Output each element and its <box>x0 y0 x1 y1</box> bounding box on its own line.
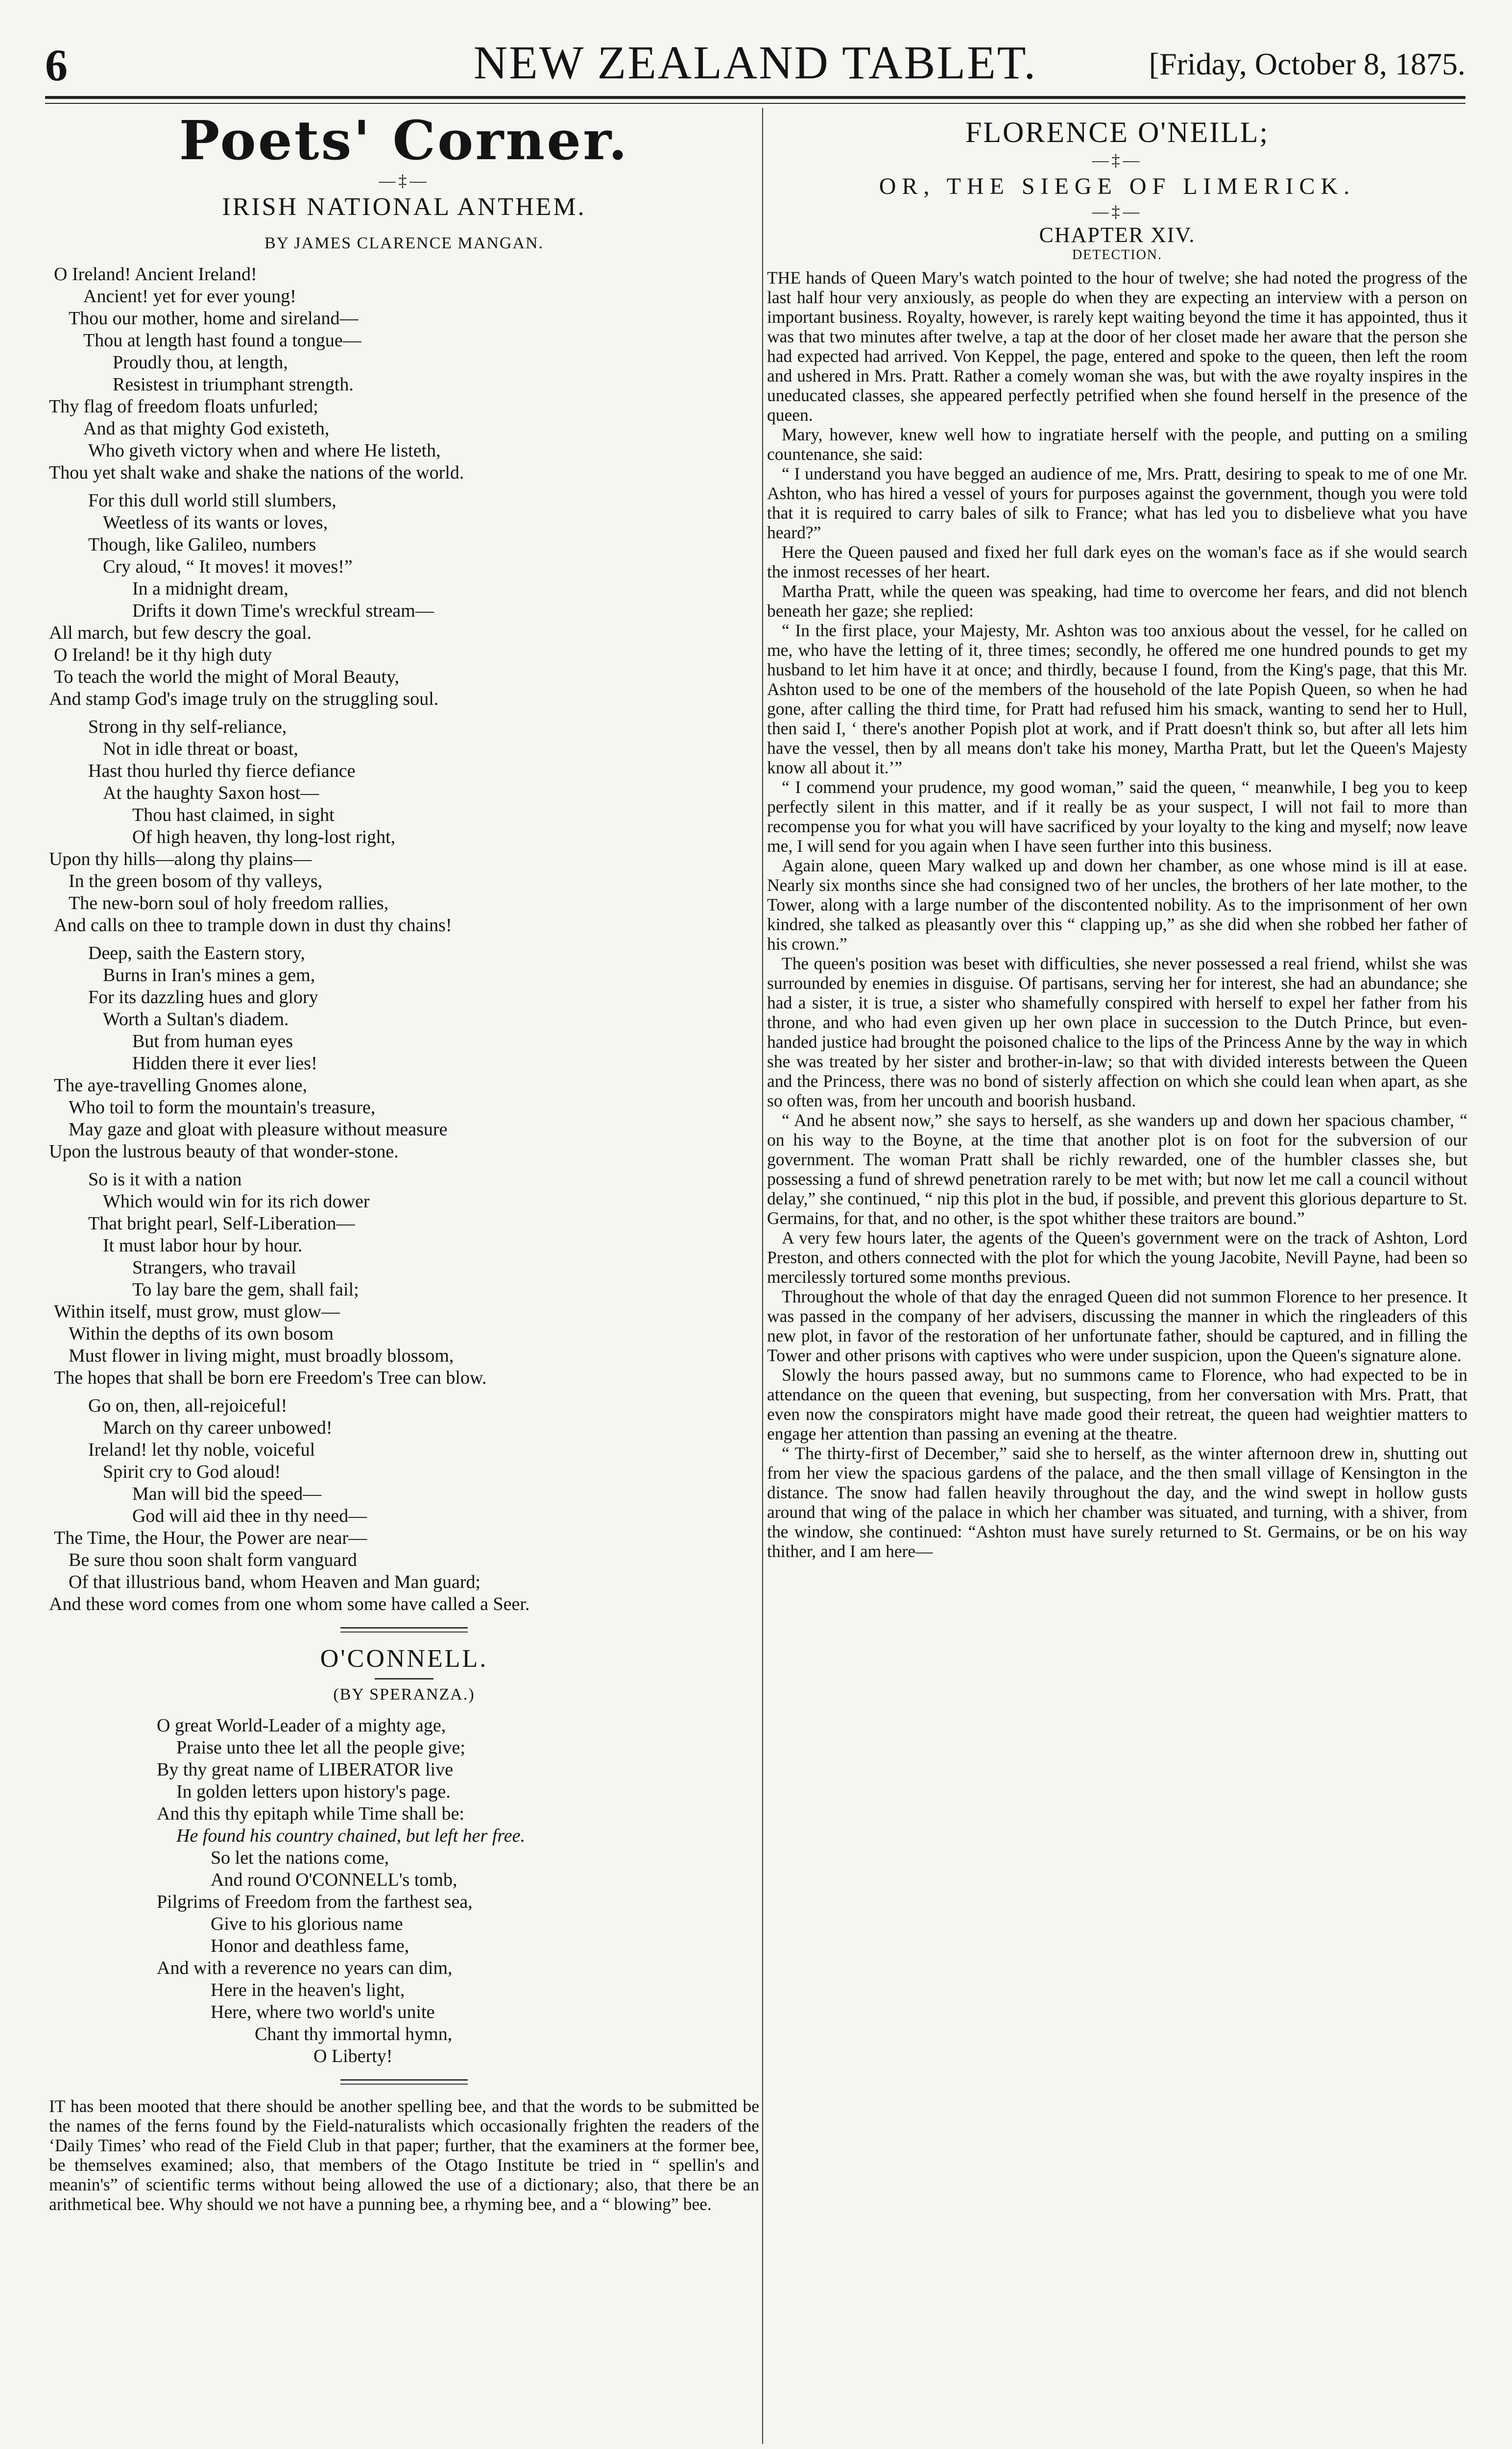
poem-line: O Ireland! be it thy high duty <box>54 645 272 665</box>
poem-line: And with a reverence no years can dim, <box>157 1958 453 1978</box>
poem-line: Of high heaven, thy long-lost right, <box>132 827 396 847</box>
poem-line: Thy flag of freedom floats unfurled; <box>49 396 318 417</box>
poem-stanza <box>49 264 759 484</box>
masthead <box>45 24 1465 98</box>
poem-line: The hopes that shall be born ere Freedom's Tree can blow. <box>54 1368 487 1388</box>
poem-stanza <box>49 1169 759 1389</box>
poem-line: Within the depths of its own bosom <box>69 1323 334 1344</box>
poem-line: And this thy epitaph while Time shall be: <box>157 1803 465 1824</box>
poem-line: For this dull world still slumbers, <box>88 490 336 511</box>
story-paragraph: A very few hours later, the agents of the Queen's government were on the track of Ashton, Lord Preston, and others connected with the plot for which the young Jacobite, Nevill Payne, had been so mercilessly tortured some months previous. <box>767 1228 1467 1287</box>
poem-line: But from human eyes <box>132 1031 293 1052</box>
poem-line: In a midnight dream, <box>132 578 288 599</box>
poem-line: Thou hast claimed, in sight <box>132 805 335 825</box>
poem-line: The Time, the Hour, the Power are near— <box>54 1528 367 1548</box>
poem-line: Thou yet shalt wake and shake the nations of the world. <box>49 462 464 483</box>
serial-subtitle: OR, THE SIEGE OF LIMERICK. <box>879 173 1356 199</box>
story-paragraph: Throughout the whole of that day the enraged Queen did not summon Florence to her presence. It was passed in the company of her advisers, discussing the manner in which the ringleaders of this new plot, in favor of the restoration of her unfortunate father, should be captured, and in filling the Tower and other prisons with captives who were under suspicion, upon the Queen's signature alone. <box>767 1287 1467 1365</box>
ornament-divider: —‡— <box>1092 203 1143 221</box>
poem-line: Here in the heaven's light, <box>211 1980 405 2000</box>
serial-title: FLORENCE O'NEILL; <box>965 116 1270 148</box>
poem-line: Pilgrims of Freedom from the farthest sea, <box>157 1892 473 1912</box>
poem-body-anthem <box>49 264 759 1615</box>
poem-line: Man will bid the speed— <box>132 1484 322 1504</box>
poem-line: Upon the lustrous beauty of that wonder-stone. <box>49 1141 399 1162</box>
poem-line: Strong in thy self-reliance, <box>88 717 287 737</box>
poem-line: Within itself, must grow, must glow— <box>54 1301 340 1322</box>
ornament-divider: —‡— <box>379 172 430 190</box>
title-rule <box>375 1678 433 1680</box>
poem-line: Deep, saith the Eastern story, <box>88 943 305 963</box>
masthead-rule-thin <box>45 103 1465 104</box>
poem-line: May gaze and gloat with pleasure without measure <box>69 1119 448 1140</box>
poem-line: At the haughty Saxon host— <box>103 783 319 803</box>
story-paragraph: The queen's position was beset with difficulties, she never possessed a real friend, whilst she was surrounded by enemies in disguise. Of partisans, serving her for interest, she had an abundance; she had a sister, it is true, a sister who shamefully conspired with herself to expel her father from his throne, and who had even given up her own place in succession to the Dutch Prince, but even-handed justice had brought the poisoned chalice to the lips of the Princess Anne by the way in which she was treated by her sister and brother-in-law; so that with divided interests between the Queen and the Princess, there was no bond of sisterly affection on which she could lean when apart, as she so often was, from her uncouth and boorish husband. <box>767 954 1467 1110</box>
poem-title-oconnell: O'CONNELL. <box>320 1645 488 1673</box>
poem-line: Here, where two world's unite <box>211 2002 435 2022</box>
poem-line: And round O'CONNELL's tomb, <box>211 1870 457 1890</box>
poem-line: By thy great name of LIBERATOR live <box>157 1759 454 1780</box>
story-paragraph: “ In the first place, your Majesty, Mr. Ashton was too anxious about the vessel, for he called on me, who have the letting of it, three times; secondly, he offered me one hundred pounds to get my husband to let him have it at once; and thirdly, because I found, from the King's page, that this Mr. Ashton used to be one of the members of the household of the late Popish Queen, so when he had gone, after calling the third time, for Pratt had refused him his smack, wanting to send her to Hull, then said I, ‘ there's another Popish plot at work, and if Pratt doesn't think so, but after all lets him have the vessel, then by all means don't take his money, Martha Pratt, but let the Queen's Majesty know all about it.’” <box>767 621 1467 777</box>
poem-line: Resistest in triumphant strength. <box>113 374 354 395</box>
ornament-divider: —‡— <box>1092 151 1143 169</box>
poem-line: To teach the world the might of Moral Beauty, <box>54 667 400 687</box>
poem-stanza <box>49 716 759 936</box>
poem-line: Chant thy immortal hymn, <box>255 2024 453 2044</box>
story-paragraph: Martha Pratt, while the queen was speaking, had time to overcome her fears, and did not blench beneath her gaze; she replied: <box>767 581 1467 621</box>
section-rule <box>340 1627 468 1633</box>
poem-stanza <box>49 942 759 1163</box>
poem-line: All march, but few descry the goal. <box>49 623 312 643</box>
poem-line: Upon thy hills—along thy plains— <box>49 849 312 869</box>
poem-line: O Ireland! Ancient Ireland! <box>54 264 257 285</box>
poem-line: And calls on thee to trample down in dust thy chains! <box>54 915 452 936</box>
poem-line: In the green bosom of thy valleys, <box>69 871 323 891</box>
paper-title: NEW ZEALAND TABLET. <box>473 36 1037 89</box>
poem-line: Honor and deathless fame, <box>211 1936 409 1956</box>
poem-byline-oconnell: (BY SPERANZA.) <box>333 1685 475 1704</box>
poem-line: Proudly thou, at length, <box>113 352 288 373</box>
story-paragraph: “ The thirty-first of December,” said she to herself, as the winter afternoon drew in, shutting out from her view the spacious gardens of the palace, and the then small village of Kensington in the distance. The snow had fallen heavily throughout the day, and the wind swept in hollow gusts around that wing of the palace in which her chamber was situated, and turning, with a shiver, from the window, she continued: “Ashton must have surely returned to St. Germains, or be on his way thither, and I am here— <box>767 1443 1467 1561</box>
poem-line: Cry aloud, “ It moves! it moves!” <box>103 556 353 577</box>
story-paragraph: “ I understand you have begged an audience of me, Mrs. Pratt, desiring to speak to me of one Mr. Ashton, who has hired a vessel of yours for purposes against the government, though you were told that it is required to carry bales of silk to France; what has led you to disbelieve what you have heard?” <box>767 464 1467 542</box>
masthead-rule-thick <box>45 96 1465 99</box>
serial-body <box>767 268 1467 1561</box>
poem-line: And stamp God's image truly on the struggling soul. <box>49 689 439 709</box>
poem-line: Thou our mother, home and sireland— <box>69 308 359 329</box>
right-column <box>767 109 1467 1561</box>
poem-line: The new-born soul of holy freedom rallies, <box>69 893 389 913</box>
poem-line: Ireland! let thy noble, voiceful <box>88 1440 315 1460</box>
story-paragraph: Slowly the hours passed away, but no summons came to Florence, who had expected to be in attendance on the queen that evening, but suspecting, from her conversation with Mrs. Pratt, that even now the conspirators might have made good their retreat, the queen had weightier matters to engage her attention than passing an evening at the theatre. <box>767 1365 1467 1443</box>
poem-line: And as that mighty God existeth, <box>83 418 330 439</box>
poem-stanza <box>49 490 759 710</box>
poem-line: Who giveth victory when and where He listeth, <box>88 440 441 461</box>
column-divider <box>762 108 763 2444</box>
poem-line: The aye-travelling Gnomes alone, <box>54 1075 308 1096</box>
poem-line: In golden letters upon history's page. <box>176 1781 451 1802</box>
poem-title-anthem: IRISH NATIONAL ANTHEM. <box>222 193 586 221</box>
poem-line: Not in idle threat or boast, <box>103 739 298 759</box>
poets-corner-heading: Poets' Corner. <box>179 109 629 172</box>
poem-line: Go on, then, all-rejoiceful! <box>88 1395 288 1416</box>
poem-line: Thou at length hast found a tongue— <box>83 330 361 351</box>
poem-line: And these word comes from one whom some have called a Seer. <box>49 1594 530 1614</box>
poem-line: So let the nations come, <box>211 1848 389 1868</box>
poem-line: So is it with a nation <box>88 1169 242 1190</box>
poem-line: Who toil to form the mountain's treasure, <box>69 1097 376 1118</box>
poem-line: Drifts it down Time's wreckful stream— <box>132 600 434 621</box>
poem-line: O great World-Leader of a mighty age, <box>157 1715 446 1736</box>
poem-line: God will aid thee in thy need— <box>132 1506 367 1526</box>
spelling-bee-paragraph: IT has been mooted that there should be another spelling bee, and that the words to be submitted be the names of the ferns found by the Field-naturalists which occasionally frighten the readers of the ‘Daily Times’ who read of the Field Club in that paper; further, that the examiners at the former bee, be themselves examined; also, that members of the Otago Institute be tried in “ spellin's and meanin's” of scientific terms without being allowed the use of a dictionary; also, that there be an arithmetical bee. Why should we not have a punning bee, a rhyming bee, and a “ blowing” bee. <box>49 2096 759 2214</box>
poem-line: Praise unto thee let all the people give; <box>176 1737 465 1758</box>
poem-line: Worth a Sultan's diadem. <box>103 1009 289 1030</box>
poem-stanza <box>49 1395 759 1615</box>
story-paragraph: Again alone, queen Mary walked up and down her chamber, as one whose mind is ill at ease. Nearly six months since she had consigned two of her uncles, the brothers of her late mother, to the Tower, along with a large number of the discontented nobility. As to the imprisonment of her own kindred, she talked as pleasantly over this “ clapping up,” as she did when she robbed her father of his crown.” <box>767 856 1467 954</box>
poem-line: To lay bare the gem, shall fail; <box>132 1279 359 1300</box>
poem-line: Spirit cry to God aloud! <box>103 1462 281 1482</box>
poem-line: Hidden there it ever lies! <box>132 1053 317 1074</box>
poem-line: Strangers, who travail <box>132 1257 296 1278</box>
poem-line: Of that illustrious band, whom Heaven and Man guard; <box>69 1572 481 1592</box>
section-rule <box>340 2079 468 2085</box>
poem-line: Must flower in living might, must broadly blossom, <box>69 1345 454 1366</box>
issue-date: [Friday, October 8, 1875. <box>1149 47 1465 81</box>
poem-line: For its dazzling hues and glory <box>88 987 318 1008</box>
story-paragraph: Mary, however, knew well how to ingratiate herself with the people, and putting on a smiling countenance, she said: <box>767 425 1467 464</box>
left-column <box>49 109 759 2214</box>
poem-line: It must labor hour by hour. <box>103 1235 303 1256</box>
poem-line: Give to his glorious name <box>211 1914 403 1934</box>
poem-line: O Liberty! <box>313 2046 393 2066</box>
poem-line: Hast thou hurled thy fierce defiance <box>88 761 356 781</box>
poem-line: Ancient! yet for ever young! <box>83 286 296 307</box>
chapter-title: DETECTION. <box>1072 247 1163 263</box>
poem-line: Be sure thou soon shalt form vanguard <box>69 1550 357 1570</box>
poem-line: March on thy career unbowed! <box>103 1417 333 1438</box>
poem-line: Which would win for its rich dower <box>103 1191 370 1212</box>
page-number: 6 <box>45 40 68 90</box>
poem-epitaph-line: He found his country chained, but left her free. <box>176 1825 525 1846</box>
story-paragraph: “ I commend your prudence, my good woman,” said the queen, “ meanwhile, I beg you to keep perfectly silent in this matter, and if it really be as your suspect, I will not fail to more than recompense you for what you will have sacrificed by your loyalty to the king and myself; now leave me, I will send for you again when I have seen further into this business. <box>767 777 1467 856</box>
poem-line: Though, like Galileo, numbers <box>88 534 316 555</box>
story-paragraph: THE hands of Queen Mary's watch pointed to the hour of twelve; she had noted the progress of the last half hour very anxiously, as people do when they are expecting an interview with a person on important business. Royalty, however, is rarely kept waiting beyond the time it has appointed, thus it was that two minutes after twelve, a tap at the door of her closet made her aware that the person she had expected had arrived. Von Keppel, the page, entered and spoke to the queen, then left the room and ushered in Mrs. Pratt. Rather a comely woman she was, but with the awe royalty inspires in the uneducated classes, she appeared perfectly petrified when she found herself in the presence of the queen. <box>767 268 1467 425</box>
story-paragraph: “ And he absent now,” she says to herself, as she wanders up and down her spacious chamber, “ on his way to the Boyne, at the time that another plot is on foot for the subversion of our government. The woman Pratt shall be richly rewarded, one of the humbler classes she, but possessing a fund of shrewd penetration rarely to be met with; but now let me call a council without delay,” she continued, “ nip this plot in the bud, if possible, and prevent this glorious departure to St. Germains, for that, and no other, is the spot whither these traitors are bound.” <box>767 1110 1467 1228</box>
poem-line: That bright pearl, Self-Liberation— <box>88 1213 355 1234</box>
poem-line: Burns in Iran's mines a gem, <box>103 965 315 985</box>
poem-body-oconnell <box>49 1715 759 2067</box>
poem-line: Weetless of its wants or loves, <box>103 512 328 533</box>
poem-byline-anthem: BY JAMES CLARENCE MANGAN. <box>264 234 544 252</box>
story-paragraph: Here the Queen paused and fixed her full dark eyes on the woman's face as if she would search the inmost recesses of her heart. <box>767 542 1467 581</box>
chapter-heading: CHAPTER XIV. <box>1039 223 1196 247</box>
